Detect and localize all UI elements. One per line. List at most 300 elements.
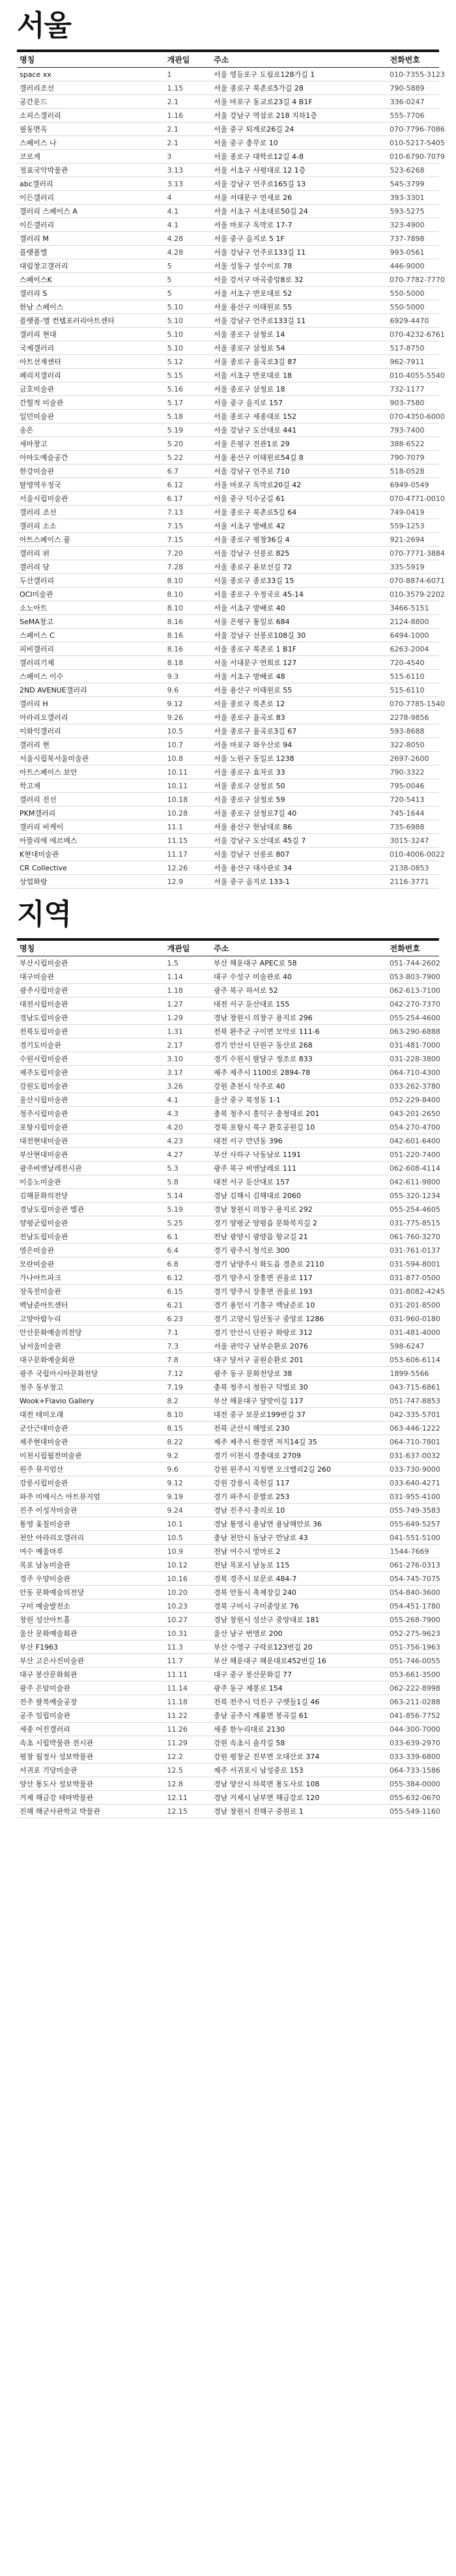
date-cell: 4.3 (167, 1109, 178, 1118)
table-header (17, 50, 439, 68)
date-cell: 5.10 (167, 316, 184, 325)
table-row (17, 1271, 439, 1285)
address-cell: 대전 중구 보문로199번길 37 (213, 1410, 306, 1419)
header-addr: 주소 (214, 944, 229, 953)
name-cell: 세종 어진갤러리 (20, 1724, 70, 1734)
date-cell: 9.12 (167, 699, 183, 708)
phone-cell: 063-211-0288 (390, 1697, 440, 1706)
date-cell: 1.27 (167, 999, 183, 1009)
address-cell: 서울 종로구 평창36길 4 (214, 535, 290, 544)
table-row (17, 1750, 439, 1764)
address-cell: 서울 용산구 이태원로 55 (214, 685, 292, 694)
date-cell: 1.15 (167, 83, 184, 93)
date-cell: 10.20 (167, 1588, 188, 1597)
table-row (17, 1394, 439, 1408)
table-row (17, 519, 439, 533)
phone-cell: 062-608-4114 (390, 1164, 440, 1173)
name-cell: 갤러리 스페이스 A (20, 207, 78, 216)
table-row (17, 205, 439, 218)
phone-cell: 2138-0853 (390, 863, 429, 872)
date-cell: 10.8 (167, 754, 184, 763)
address-cell: 서울 종로구 북촌로5가길 28 (214, 83, 304, 93)
name-cell: 아트스페이스 보안 (20, 767, 78, 777)
name-cell: 갤러리 M (20, 234, 49, 243)
phone-cell: 070-4771-0010 (390, 494, 445, 503)
table-row (17, 382, 439, 396)
address-cell: 서울 서대문구 연세로 26 (214, 193, 292, 202)
address-cell: 서울 중구 을지로 133-1 (214, 877, 290, 886)
table-row (17, 506, 439, 519)
table-row (17, 1134, 439, 1148)
phone-cell: 720-4540 (390, 658, 425, 667)
phone-cell: 031-775-8515 (390, 1218, 440, 1227)
table-row (17, 1230, 439, 1244)
table-row (17, 1572, 439, 1586)
table-row (17, 1586, 439, 1599)
address-cell: 경남 창원시 진해구 중원로 1 (213, 1807, 304, 1816)
address-cell: 전북 군산시 해망로 230 (213, 1424, 290, 1433)
address-cell: 서울 중구 을지로 157 (214, 398, 283, 407)
phone-cell: 962-7911 (390, 357, 425, 366)
address-cell: 서울 종로구 삼청로 59 (214, 795, 285, 804)
date-cell: 9.24 (167, 1506, 183, 1515)
address-cell: 서울 마포구 동교로23길 4 B1F (214, 97, 313, 106)
table-row (17, 1435, 439, 1449)
date-cell: 5.3 (167, 1164, 178, 1173)
date-cell: 8.2 (167, 1396, 178, 1405)
phone-cell: 070-7785-1540 (390, 699, 445, 708)
date-cell: 10.28 (167, 809, 188, 818)
address-cell: 대전 서구 둔산대로 157 (213, 1177, 290, 1186)
address-cell: 광주 북구 하서로 52 (213, 986, 278, 995)
phone-cell: 055-268-7900 (390, 1615, 440, 1624)
name-cell: 경기도미술관 (20, 1040, 61, 1050)
date-cell: 5.14 (167, 1191, 183, 1200)
date-cell: 12.8 (167, 1779, 183, 1788)
address-cell: 서울 강남구 선릉로 825 (213, 549, 290, 558)
table-row (17, 328, 445, 341)
address-cell: 울산 남구 번영로 200 (213, 1629, 283, 1638)
table-row (17, 465, 439, 478)
header-date: 개관일 (167, 55, 190, 64)
phone-cell: 064-710-4300 (390, 1068, 440, 1077)
name-cell: 갤러리 진선 (20, 795, 57, 804)
table-row (17, 1038, 439, 1052)
date-cell: 11.3 (167, 1642, 183, 1652)
name-cell: OCI미술관 (20, 590, 53, 599)
table-row (17, 1476, 439, 1490)
date-cell: 12.11 (167, 1793, 188, 1802)
date-cell: 5 (167, 275, 172, 284)
table-row (17, 1298, 439, 1312)
table-row (17, 834, 439, 848)
table-row (17, 1599, 439, 1613)
address-cell: 경남 거제시 남부면 해금강로 120 (213, 1793, 320, 1802)
date-cell: 1.29 (167, 1013, 183, 1022)
address-cell: 서울 종로구 삼청로 14 (213, 330, 285, 339)
address-cell: 경기 용인시 기흥구 백남준로 10 (213, 1300, 315, 1309)
name-cell: 제주도립미술관 (20, 1068, 68, 1077)
phone-cell: 041-856-7752 (390, 1711, 440, 1720)
table-row (17, 1285, 445, 1298)
phone-cell: 044-300-7000 (390, 1724, 440, 1734)
table-row (17, 410, 445, 423)
date-cell: 8.16 (167, 631, 184, 640)
phone-cell: 010-6790-7079 (390, 152, 445, 161)
date-cell: 5.19 (167, 1205, 183, 1214)
table-row (17, 1613, 439, 1627)
phone-cell: 033-640-4271 (390, 1478, 440, 1487)
phone-cell: 031-8082-4245 (390, 1287, 445, 1296)
name-cell: 가나아트파크 (20, 1273, 61, 1282)
table-row (17, 109, 439, 122)
address-cell: 경남 양산시 하북면 통도사로 108 (213, 1779, 320, 1788)
address-cell: 서울 종로구 효자로 33 (214, 767, 285, 777)
phone-cell: 921-2694 (390, 535, 425, 544)
date-cell: 11.26 (167, 1724, 188, 1734)
table-row (17, 1326, 439, 1339)
address-cell: 부산 해운대구 APEC로 58 (213, 958, 297, 967)
address-cell: 광주 동구 제봉로 154 (213, 1683, 283, 1693)
name-cell: 갤러리 H (20, 699, 48, 708)
table-row (17, 1203, 439, 1216)
date-cell: 9.12 (167, 1478, 183, 1487)
table-row (17, 1011, 439, 1025)
date-cell: 12.2 (167, 1752, 183, 1761)
table-row (17, 1640, 439, 1654)
name-cell: 파주 미메시스 아트뮤지엄 (20, 1492, 100, 1501)
name-cell: 양산 통도사 성보박물관 (20, 1779, 94, 1788)
address-cell: 경기 광주시 청석로 300 (213, 1246, 290, 1255)
table-row (17, 642, 439, 656)
address-cell: 서울 종로구 삼청로 54 (214, 343, 285, 352)
name-cell: 대전시립미술관 (20, 999, 68, 1009)
address-cell: 대구 수성구 미술관로 40 (213, 972, 292, 981)
phone-cell: 055-549-1160 (390, 1807, 440, 1816)
table-row (17, 341, 439, 355)
table-row (17, 820, 439, 834)
address-cell: 전남 여수시 망마로 2 (214, 1547, 281, 1556)
table-row (17, 478, 439, 492)
table-row (17, 574, 445, 588)
date-cell: 10.7 (167, 740, 184, 749)
address-cell: 서울 서초구 방배로 48 (214, 672, 285, 681)
name-cell: 한남 스페이스 (20, 302, 64, 311)
name-cell: 고양아람누리 (20, 1314, 61, 1323)
address-cell: 서울 관악구 남부순환로 2076 (214, 1341, 308, 1351)
date-cell: 4.23 (167, 1136, 183, 1145)
table-row (17, 369, 445, 382)
phone-cell: 061-276-0313 (390, 1560, 440, 1569)
name-cell: 스페이스 C (20, 631, 55, 640)
name-cell: 경남도립미술관 별관 (20, 1205, 85, 1214)
date-cell: 1 (167, 70, 172, 79)
table-row (17, 1695, 439, 1709)
name-cell: 전북도립미술관 (20, 1027, 68, 1036)
phone-cell: 6494-1000 (390, 631, 429, 640)
phone-cell: 051-756-1963 (390, 1642, 440, 1652)
address-cell: 서울 종로구 율곡로 83 (214, 713, 285, 722)
date-cell: 5.19 (167, 425, 184, 435)
phone-cell: 033-262-3780 (390, 1081, 440, 1091)
address-cell: 경남 김해시 김해대로 2060 (213, 1191, 302, 1200)
address-cell: 전남 광양시 광양읍 항교길 21 (213, 1232, 308, 1241)
table-row (17, 1257, 439, 1271)
phone-cell: 063-446-1222 (390, 1424, 440, 1433)
phone-cell: 3015-3247 (390, 836, 429, 845)
name-cell: 영은미술관 (20, 1246, 55, 1255)
name-cell: 아라리오갤러리 (20, 713, 68, 722)
phone-cell: 559-1253 (390, 521, 425, 530)
phone-cell: 031-228-3800 (390, 1054, 440, 1063)
phone-cell: 055-254-4605 (390, 1205, 440, 1214)
table-row (17, 956, 439, 970)
phone-cell: 031-637-0032 (390, 1451, 440, 1460)
date-cell: 4.28 (167, 248, 184, 257)
table-row (17, 1025, 439, 1038)
date-cell: 10.5 (167, 1533, 183, 1542)
address-cell: 서울 강서구 마곡중앙8로 32 (213, 275, 304, 284)
address-cell: 서울 은평구 진관1로 29 (214, 439, 290, 448)
phone-cell: 054-270-4700 (390, 1123, 440, 1132)
date-cell: 8.10 (167, 603, 184, 612)
table-row (17, 1148, 439, 1162)
table-row (17, 218, 439, 232)
name-cell: 울산시립미술관 (20, 1095, 68, 1104)
phone-cell: 031-594-8001 (390, 1259, 440, 1268)
phone-cell: 737-7898 (390, 234, 425, 243)
address-cell: 부산 수영구 구락로123번길 20 (213, 1642, 313, 1652)
address-cell: 서울 종로구 율곡로3길 67 (214, 726, 297, 736)
date-cell: 10.23 (167, 1601, 188, 1610)
table-row (17, 533, 439, 547)
address-cell: 경북 경주시 보문로 484-7 (213, 1574, 297, 1583)
table-row (17, 355, 439, 369)
name-cell: 경남도립미술관 (20, 1013, 68, 1022)
address-cell: 대전 서구 둔산대로 155 (213, 999, 290, 1009)
table-row (17, 451, 439, 465)
address-cell: 경북 안동시 축제장길 240 (213, 1588, 297, 1597)
phone-cell: 043-201-2650 (390, 1109, 440, 1118)
date-cell: 8.10 (167, 576, 183, 585)
table-row (17, 1736, 439, 1750)
date-cell: 9.2 (167, 1451, 178, 1460)
name-cell: 탈영역우정국 (20, 480, 61, 489)
date-cell: 5.20 (167, 439, 184, 448)
name-cell: 갤러리 현대 (20, 330, 57, 339)
address-cell: 경기 고양시 일산동구 중앙로 1286 (213, 1314, 324, 1323)
date-cell: 3.17 (167, 1068, 183, 1077)
name-cell: CR Collective (20, 863, 67, 872)
date-cell: 8.22 (167, 1437, 183, 1446)
phone-cell: 1899-5566 (390, 1369, 429, 1378)
date-cell: 5.15 (167, 371, 183, 380)
date-cell: 7.8 (167, 1355, 178, 1364)
table-row (17, 1408, 439, 1422)
phone-cell: 033-339-6800 (390, 1752, 440, 1761)
name-cell: 남서울미술관 (20, 1341, 61, 1351)
address-cell: 부산 해운대구 해운대로452번길 16 (213, 1656, 326, 1665)
date-cell: 9.19 (167, 1492, 183, 1501)
phone-cell: 735-6988 (390, 822, 425, 831)
phone-cell: 031-960-0180 (390, 1314, 440, 1323)
table-row (17, 177, 439, 191)
table-row (17, 629, 439, 642)
address-cell: 대구 중구 봉산문화길 77 (213, 1670, 292, 1679)
name-cell: 아마도예술공간 (20, 453, 68, 462)
name-cell: 학고재 (20, 781, 40, 790)
name-cell: 전남도립미술관 (20, 1232, 68, 1241)
phone-cell: 903-7580 (390, 398, 425, 407)
date-cell: 1.16 (167, 111, 184, 120)
address-cell: 서울 종로구 삼청로 50 (214, 781, 285, 790)
phone-cell: 593-8688 (390, 726, 425, 736)
date-cell: 4.27 (167, 1150, 183, 1159)
table-row (17, 68, 445, 81)
name-cell: 아뜰리에 에르메스 (20, 836, 78, 845)
section-regional (17, 898, 445, 1818)
name-cell: 부산현대미술관 (20, 1150, 68, 1159)
address-cell: 경남 진주시 충의로 10 (213, 1506, 285, 1515)
phone-cell: 064-733-1586 (390, 1766, 440, 1775)
phone-cell: 053-803-7900 (390, 972, 440, 981)
date-cell: 8.16 (167, 617, 184, 626)
name-cell: 김해문화의전당 (20, 1191, 68, 1200)
address-cell: 전북 전주시 덕진구 구렛들1길 46 (213, 1697, 320, 1706)
name-cell: 대전현대미술관 (20, 1136, 68, 1145)
phone-cell: 2116-3771 (390, 877, 429, 886)
phone-cell: 993-0561 (390, 248, 425, 257)
date-cell: 11.22 (167, 1711, 188, 1720)
table-row (17, 560, 439, 574)
address-cell: 서울 종로구 삼청로7길 40 (214, 809, 297, 818)
name-cell: 여수 예울마루 (20, 1547, 64, 1556)
address-cell: 서울 중구 을지로 5 1F (214, 234, 285, 243)
name-cell: 전주 팔복예술공장 (20, 1697, 78, 1706)
date-cell: 9.3 (167, 672, 179, 681)
header-phone: 전화번호 (390, 944, 420, 953)
date-cell: 8.16 (167, 644, 184, 653)
address-cell: 경북 포항시 북구 환호공원길 10 (213, 1123, 315, 1132)
address-cell: 부산 사하구 낙동남로 1191 (213, 1150, 302, 1159)
date-cell: 7.1 (167, 1328, 178, 1337)
phone-cell: 053-606-6114 (390, 1355, 440, 1364)
address-cell: 경기 안산시 단원구 화랑로 312 (213, 1328, 313, 1337)
name-cell: 울산 문화예술회관 (20, 1629, 78, 1638)
date-cell: 9.6 (167, 1465, 178, 1474)
table-row (17, 273, 445, 287)
address-cell: 서울 서초구 반포대로 52 (214, 289, 292, 298)
address-cell: 경기 수원시 팔달구 정조로 833 (213, 1054, 313, 1063)
name-cell: 청주 동부창고 (20, 1382, 64, 1392)
date-cell: 6.4 (167, 1246, 178, 1255)
table-row (17, 711, 439, 724)
address-cell: 경기 남양주시 화도읍 경춘로 2110 (213, 1259, 324, 1268)
phone-cell: 051-747-8853 (390, 1396, 440, 1405)
name-cell: 대전 테미오래 (20, 1410, 64, 1419)
phone-cell: 042-611-9800 (390, 1177, 440, 1186)
address-cell: 서울 강남구 언주로165길 13 (214, 179, 306, 188)
date-cell: 3.26 (167, 1081, 183, 1091)
phone-cell: 010-5217-5405 (390, 138, 445, 147)
table-row (17, 1175, 439, 1189)
address-cell: 서울 강남구 선릉로108길 30 (214, 631, 306, 640)
date-cell: 3.13 (167, 165, 184, 175)
address-cell: 경북 구미시 구미중앙로 76 (213, 1601, 299, 1610)
table-row (17, 1531, 439, 1545)
table-row (17, 1463, 439, 1476)
phone-cell: 393-3301 (390, 193, 425, 202)
name-cell: 스페이스 이수 (20, 672, 64, 681)
date-cell: 10.11 (167, 781, 188, 790)
phone-cell: 051-220-7400 (390, 1150, 440, 1159)
name-cell: 정표국악박물관 (20, 165, 68, 175)
table-row (17, 779, 439, 793)
name-cell: 목포 남농미술관 (20, 1560, 70, 1569)
date-cell: 11.14 (167, 1683, 188, 1693)
table-row (17, 601, 439, 615)
date-cell: 11.7 (167, 1656, 183, 1665)
table-row (17, 1627, 439, 1640)
date-cell: 12.15 (167, 1807, 188, 1816)
phone-cell: 010-4006-0022 (390, 850, 445, 859)
address-cell: 서울 중구 충무로 10 (213, 138, 278, 147)
phone-cell: 517-8750 (390, 343, 425, 352)
table-row (17, 1504, 439, 1517)
table-row (17, 1777, 439, 1791)
table-row (17, 246, 439, 259)
name-cell: 대구문화예술회관 (20, 1355, 76, 1364)
phone-cell: 515-6110 (390, 672, 425, 681)
date-cell: 5.16 (167, 384, 184, 394)
name-cell: 이응노미술관 (20, 1177, 61, 1186)
name-cell: 강릉시립미술관 (20, 1478, 68, 1487)
phone-cell: 070-8874-6071 (390, 576, 445, 585)
table-body (17, 68, 445, 889)
name-cell: 광주 국립아시아문화전당 (20, 1369, 98, 1378)
phone-cell: 793-7400 (390, 425, 425, 435)
phone-cell: 720-5413 (390, 795, 425, 804)
phone-cell: 055-649-5257 (390, 1519, 440, 1528)
date-cell: 2.1 (167, 138, 178, 147)
date-cell: 10.16 (167, 1574, 188, 1583)
table-row (17, 1107, 439, 1121)
name-cell: SeMA창고 (20, 617, 54, 626)
phone-cell: 033-639-2970 (390, 1738, 440, 1747)
address-cell: 서울 용산구 이태원로 55 (214, 302, 292, 311)
table-row (17, 807, 439, 820)
table-row (17, 1422, 439, 1435)
name-cell: 광주시립미술관 (20, 986, 68, 995)
phone-cell: 070-7782-7770 (390, 275, 445, 284)
phone-cell: 336-0247 (390, 97, 425, 106)
phone-cell: 041-551-5100 (390, 1533, 440, 1542)
phone-cell: 061-760-3270 (390, 1232, 440, 1241)
section-title: 서울 (17, 9, 72, 42)
address-cell: 제주 제주시 한경면 저지14길 35 (213, 1437, 317, 1446)
date-cell: 7.13 (167, 508, 184, 517)
table-row (17, 588, 445, 601)
address-cell: 울산 중구 북정동 1-1 (213, 1095, 281, 1104)
phone-cell: 515-6110 (390, 685, 425, 694)
date-cell: 2.1 (167, 124, 178, 134)
address-cell: 서울 종로구 세종대로 152 (213, 412, 297, 421)
date-cell: 3 (167, 152, 172, 161)
date-cell: 10.11 (167, 767, 188, 777)
table-row (17, 1066, 439, 1080)
address-cell: 서울 서초구 방배로 42 (214, 521, 285, 530)
phone-cell: 010-3579-2202 (390, 590, 445, 599)
